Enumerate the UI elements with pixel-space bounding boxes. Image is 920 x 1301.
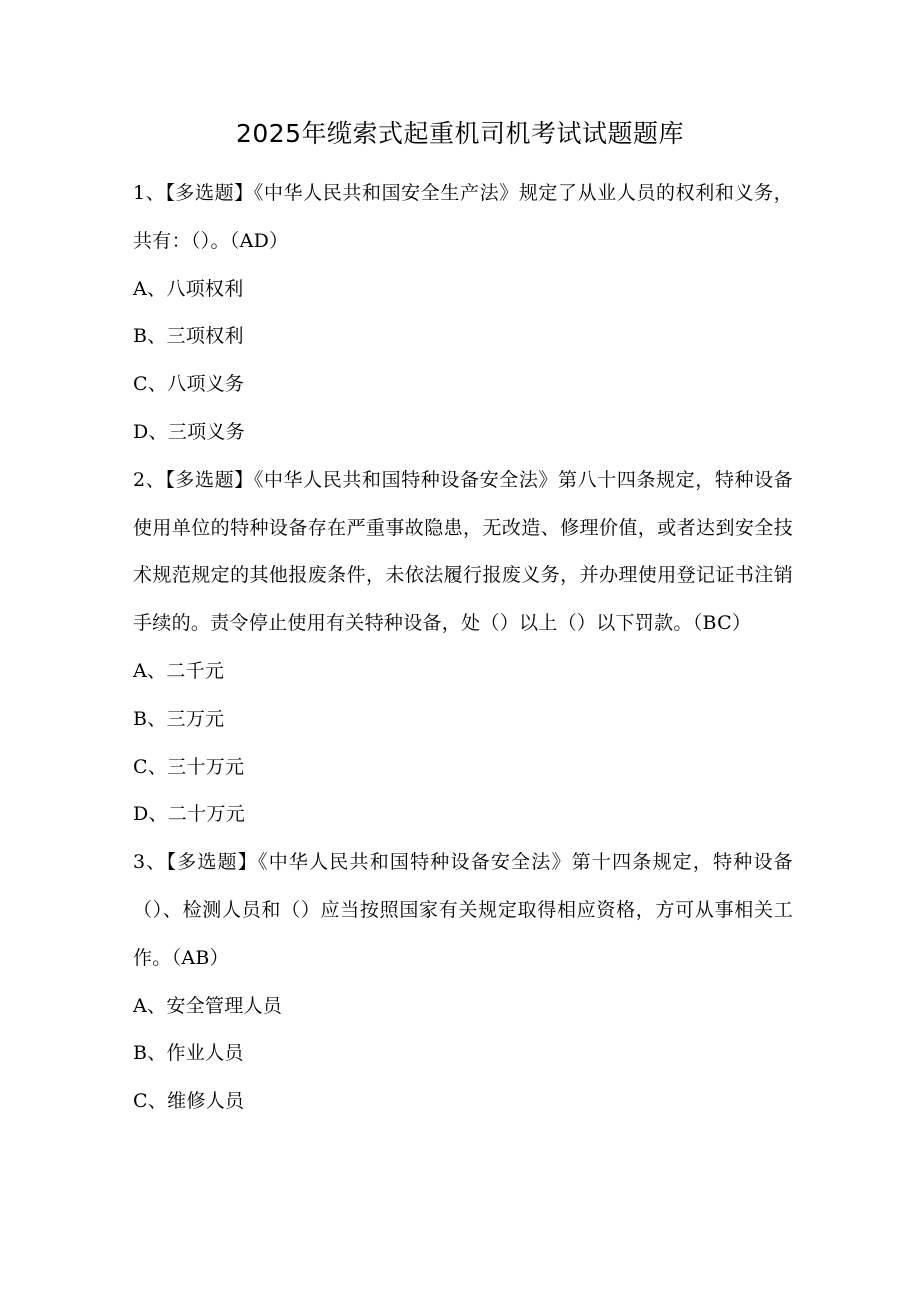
document-title: 2025年缆索式起重机司机考试试题题库 [235,119,685,148]
option-c: C、八项义务 [133,373,245,396]
option-d: D、二十万元 [133,803,246,826]
option-b: B、作业人员 [133,1042,244,1065]
option-b: B、三项权利 [133,325,244,348]
question-type: 【多选题】 [165,182,254,204]
question-3 [133,839,793,1126]
question-2 [133,457,793,839]
option-a: A、安全管理人员 [133,994,283,1017]
option-c: C、三十万元 [133,755,245,778]
question-1 [133,170,793,457]
question-number: 3、 [133,851,167,874]
question-body: 《中华人民共和国特种设备安全法》第十四条规定，特种设备（）、检测人员和（）应当按照国家有关规定取得相应资格，方可从事相关工作。（AB） [133,851,793,969]
option-d: D、三项义务 [133,420,246,443]
question-body: 《中华人民共和国安全生产法》规定了从业人员的权利和义务，共有：（）。（AD） [133,182,793,252]
option-a: A、八项权利 [133,277,244,300]
question-list [133,170,793,1126]
question-number: 1、 [133,182,166,204]
question-type: 【多选题】 [165,468,254,491]
option-a: A、二千元 [133,659,225,682]
question-stem [133,457,793,648]
option-b: B、三万元 [133,707,225,730]
question-body: 《中华人民共和国特种设备安全法》第八十四条规定，特种设备使用单位的特种设备存在严重事故隐患，无改造、修理价值，或者达到安全技术规范规定的其他报废条件，未依法履行报废义务，并办理使用登记证书注销手续的。责令停止使用有关特种设备，处（）以上（）以下罚款。（BC） [133,468,793,635]
question-number: 2、 [133,468,166,491]
question-stem [133,839,793,982]
question-stem [133,170,793,266]
option-c: C、维修人员 [133,1090,245,1113]
question-type: 【多选题】 [166,851,258,874]
